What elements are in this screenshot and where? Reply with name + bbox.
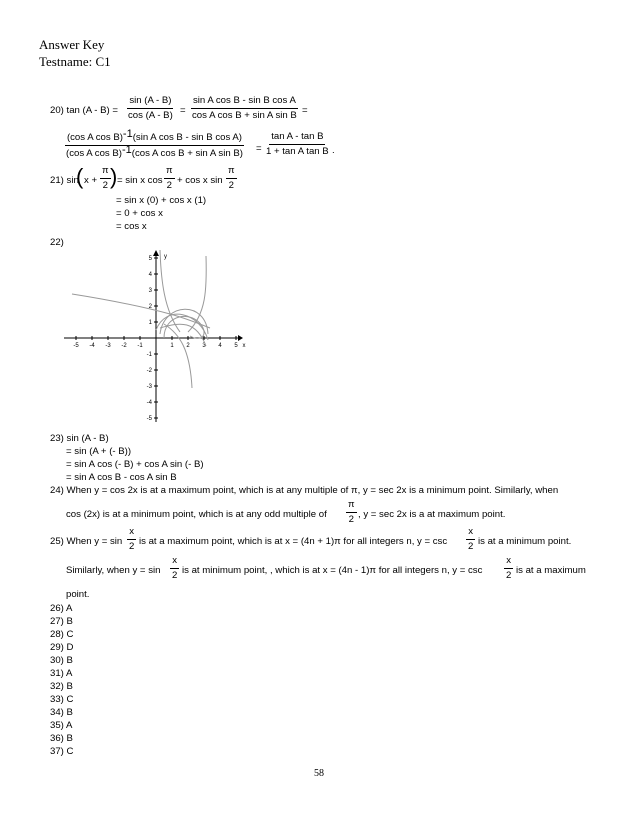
q20-frac2: $\frac{\text{sin A cos B - sin B cos A}}{\text{cos A cos B + sin A sin B}}$ [192,95,297,121]
answer-item: 34) B [50,707,73,718]
answer-item: 37) C [50,746,74,757]
q20-frac4: $\frac{\text{tan A - tan B}}{\text{1 + tan A tan B}}$ [266,131,329,157]
trig-graph [60,250,250,430]
y-axis-label: y [164,254,167,260]
curve-falling [164,324,192,388]
answer-item: 35) A [50,720,73,731]
y-tick: 2 [148,304,152,310]
q20-frac1: $\frac{\sin (A - B)}{\cos (A - B)}$ [128,95,173,121]
answer-item: 27) B [50,616,73,627]
answer-item: 29) D [50,642,74,653]
q20-label: 20) tan (A - B) = [50,105,118,116]
y-tick: 5 [148,256,152,262]
x-tick: -1 [137,343,143,349]
page-number: 58 [314,768,324,779]
answer-item: 31) A [50,668,73,679]
q22-label: 22) [50,237,64,248]
answer-item: 26) A [50,603,73,614]
x-tick: -5 [73,343,79,349]
q20-frac3: $\frac{\text{(cos A cos B)-1(sin A cos B - sin B cos A)}}{\text{(cos A cos B)-1(cos A cos B + sin A sin B)}}$ [66,128,243,159]
x-tick: 2 [186,343,190,349]
y-tick: 1 [148,320,152,326]
x-axis-label: x [242,343,246,349]
header-title: Answer Key [39,37,105,52]
y-tick: -2 [146,368,152,374]
q21-label: 21) sin [50,175,79,186]
answer-item: 33) C [50,694,74,705]
curve-crossing [160,324,206,346]
x-tick: -2 [121,343,127,349]
header-testname: Testname: C1 [39,54,111,69]
x-tick: 3 [202,343,206,349]
x-tick: 1 [170,343,174,349]
y-tick: 3 [148,288,152,294]
y-tick: -3 [146,384,152,390]
y-tick: -5 [146,416,152,422]
curve-loop [164,316,204,338]
x-tick: 4 [218,343,222,349]
y-tick: -1 [146,352,152,358]
answer-item: 30) B [50,655,73,666]
x-tick: 5 [234,343,238,349]
answer-item: 28) C [50,629,74,640]
curve-decreasing [72,294,210,328]
answer-item: 32) B [50,681,73,692]
x-tick: -4 [89,343,95,349]
y-tick: 4 [148,272,152,278]
y-tick: -4 [146,400,152,406]
x-tick: -3 [105,343,111,349]
answer-item: 36) B [50,733,73,744]
